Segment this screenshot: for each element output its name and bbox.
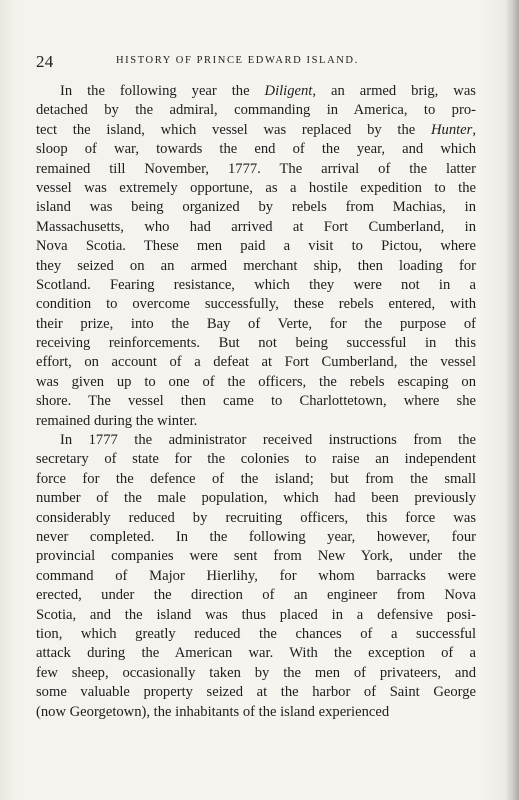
paragraph (36, 82, 476, 431)
text-line (36, 644, 476, 663)
text-segment: shore. The vessel then came to Charlottetown, where she (36, 393, 476, 410)
text-segment: was given up to one of the officers, the rebels escaping on (36, 373, 476, 390)
text-line (36, 567, 476, 586)
text-line (36, 528, 476, 547)
text-line (36, 470, 476, 489)
text-segment: receiving reinforcements. But not being successful in this (36, 335, 476, 352)
text-line (36, 334, 476, 353)
text-segment: remained till November, 1777. The arrival of the latter (36, 160, 476, 177)
text-segment: In 1777 the administrator received instructions from the (60, 432, 476, 449)
text-segment: condition to overcome successfully, these rebels entered, with (36, 296, 476, 313)
text-segment: Scotia, and the island was thus placed in a defensive posi- (36, 606, 476, 623)
text-line (36, 82, 476, 101)
running-head: HISTORY OF PRINCE EDWARD ISLAND. (116, 55, 359, 66)
italic-ship-name: Hunter (430, 121, 473, 138)
text-segment: number of the male population, which had been previously (36, 490, 476, 507)
text-segment: attack during the American war. With the exception of a (36, 645, 476, 662)
text-line (36, 140, 476, 159)
text-line (36, 412, 476, 431)
text-segment: force for the defence of the island; but from the small (36, 470, 476, 487)
text-line (36, 509, 476, 528)
text-line (36, 257, 476, 276)
text-line (36, 547, 476, 566)
text-segment: vessel was extremely opportune, as a hostile expedition to the (36, 179, 476, 196)
text-line (36, 683, 476, 702)
text-line (36, 586, 476, 605)
text-segment: island was being organized by rebels from Machias, in (36, 199, 476, 216)
text-line (36, 237, 476, 256)
text-line (36, 315, 476, 334)
text-segment: few sheep, occasionally taken by the men of privateers, and (36, 664, 476, 681)
page-number: 24 (36, 52, 54, 71)
text-segment: secretary of state for the colonies to raise an independent (36, 451, 476, 468)
paragraph (36, 431, 476, 722)
text-line (36, 431, 476, 450)
text-segment: In the following year the (60, 83, 265, 99)
text-segment: command of Major Hierlihy, for whom barracks were (36, 567, 476, 584)
text-line (36, 392, 476, 411)
text-line (36, 373, 476, 392)
text-segment: tect the island, which vessel was replaced by the (36, 121, 431, 138)
text-segment: Massachusetts, who had arrived at Fort Cumberland, in (36, 218, 476, 235)
text-line (36, 101, 476, 120)
text-line (36, 625, 476, 644)
italic-ship-name: Diligent (264, 83, 313, 99)
body-text (36, 82, 476, 722)
text-line (36, 276, 476, 295)
text-line (36, 353, 476, 372)
text-line (36, 489, 476, 508)
text-segment: Nova Scotia. These men paid a visit to Pictou, where (36, 238, 476, 255)
text-segment: , an armed brig, was (312, 83, 476, 99)
text-segment: remained during the winter. (36, 412, 198, 429)
text-line (36, 450, 476, 469)
text-line (36, 295, 476, 314)
text-segment: tion, which greatly reduced the chances of a successful (36, 625, 476, 642)
text-line (36, 703, 476, 722)
text-segment: detached by the admiral, commanding in America, to pro- (36, 102, 476, 119)
text-line (36, 121, 476, 140)
text-segment: never completed. In the following year, however, four (36, 528, 476, 545)
text-segment: provincial companies were sent from New York, under the (36, 548, 476, 565)
text-segment: they seized on an armed merchant ship, then loading for (36, 257, 476, 274)
text-line (36, 198, 476, 217)
text-segment: sloop of war, towards the end of the year, and which (36, 141, 476, 158)
text-line (36, 606, 476, 625)
page-gutter-shadow (505, 0, 519, 800)
text-segment: Scotland. Fearing resistance, which they were not in a (36, 276, 476, 293)
text-line (36, 664, 476, 683)
text-segment: their prize, into the Bay of Verte, for the purpose of (36, 315, 476, 332)
text-line (36, 160, 476, 179)
text-segment: , (472, 121, 476, 138)
text-segment: some valuable property seized at the harbor of Saint George (36, 684, 476, 701)
text-segment: considerably reduced by recruiting officers, this force was (36, 509, 476, 526)
text-segment: erected, under the direction of an engineer from Nova (36, 587, 476, 604)
text-line (36, 218, 476, 237)
text-segment: (now Georgetown), the inhabitants of the island experienced (36, 703, 390, 720)
text-line (36, 179, 476, 198)
page-header (36, 52, 476, 72)
text-segment: effort, on account of a defeat at Fort Cumberland, the vessel (36, 354, 476, 371)
